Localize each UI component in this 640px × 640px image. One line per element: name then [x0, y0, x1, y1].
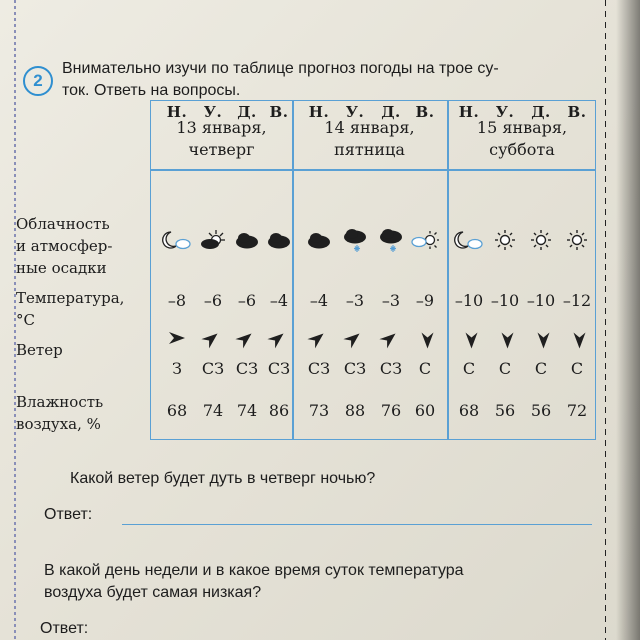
question-2-answer-label: Ответ: — [40, 620, 89, 637]
time-of-day-8: Н. — [458, 103, 480, 121]
temperature-2: –6 — [237, 291, 257, 310]
table-header-divider — [151, 169, 595, 171]
temperature-9: –10 — [490, 291, 520, 310]
wind-direction-3: СЗ — [267, 359, 291, 378]
task-instruction-line2: ток. Ответь на вопросы. — [62, 82, 241, 99]
humidity-1: 74 — [202, 401, 224, 420]
time-of-day-5: У. — [345, 103, 365, 121]
wind-arrow-icon — [559, 329, 595, 351]
day-header-1-weekday: четверг — [188, 140, 255, 159]
cloud-icon — [229, 225, 265, 255]
row-label-cloud-2: и атмосфер- — [16, 237, 113, 255]
time-of-day-11: В. — [567, 103, 587, 121]
wind-direction-5: СЗ — [343, 359, 367, 378]
wind-arrow-icon — [451, 329, 487, 351]
sun-cloud-icon — [195, 225, 231, 255]
wind-arrow-icon — [195, 329, 231, 351]
row-label-humidity-2: воздуха, % — [16, 415, 101, 433]
wind-direction-9: С — [498, 359, 512, 378]
humidity-3: 86 — [268, 401, 290, 420]
time-of-day-7: В. — [415, 103, 435, 121]
wind-arrow-icon — [229, 329, 265, 351]
time-of-day-9: У. — [495, 103, 515, 121]
wind-arrow-icon — [487, 329, 523, 351]
temperature-10: –10 — [526, 291, 556, 310]
wind-arrow-icon — [373, 329, 409, 351]
temperature-11: –12 — [562, 291, 592, 310]
question-1-answer-line[interactable] — [122, 524, 592, 525]
temperature-5: –3 — [345, 291, 365, 310]
question-1-answer-label: Ответ: — [44, 506, 93, 523]
task-instruction-line1: Внимательно изучи по таблице прогноз погоды на трое су- — [62, 60, 499, 77]
wind-direction-4: СЗ — [307, 359, 331, 378]
wind-arrow-icon — [261, 329, 297, 351]
cloud-icon — [261, 225, 297, 255]
temperature-8: –10 — [454, 291, 484, 310]
wind-arrow-icon — [159, 329, 195, 351]
wind-direction-1: СЗ — [201, 359, 225, 378]
snow-cloud-icon — [373, 225, 409, 255]
wind-direction-10: С — [534, 359, 548, 378]
temperature-3: –4 — [269, 291, 289, 310]
humidity-6: 76 — [380, 401, 402, 420]
humidity-11: 72 — [566, 401, 588, 420]
question-2-text-line1: В какой день недели и в какое время суток температура — [44, 562, 464, 579]
row-label-temp-2: °С — [16, 311, 35, 329]
humidity-10: 56 — [530, 401, 552, 420]
cloud-icon — [301, 225, 337, 255]
wind-direction-2: СЗ — [235, 359, 259, 378]
temperature-1: –6 — [203, 291, 223, 310]
question-2-text-line2: воздуха будет самая низкая? — [44, 584, 262, 601]
day-header-3-weekday: суббота — [489, 140, 555, 159]
wind-arrow-icon — [523, 329, 559, 351]
sun-icon — [487, 225, 523, 255]
sun-icon — [523, 225, 559, 255]
day-header-2-weekday: пятница — [334, 140, 405, 159]
wind-direction-6: СЗ — [379, 359, 403, 378]
temperature-7: –9 — [415, 291, 435, 310]
time-of-day-1: У. — [203, 103, 223, 121]
time-of-day-6: Д. — [381, 103, 401, 121]
temperature-6: –3 — [381, 291, 401, 310]
wind-arrow-icon — [301, 329, 337, 351]
humidity-7: 60 — [414, 401, 436, 420]
humidity-9: 56 — [494, 401, 516, 420]
weather-table — [150, 100, 596, 440]
time-of-day-10: Д. — [531, 103, 551, 121]
sun-icon — [559, 225, 595, 255]
temperature-0: –8 — [167, 291, 187, 310]
temperature-4: –4 — [309, 291, 329, 310]
humidity-0: 68 — [166, 401, 188, 420]
moon-cloud-icon — [451, 225, 487, 255]
humidity-2: 74 — [236, 401, 258, 420]
wind-direction-0: З — [172, 359, 182, 378]
moon-cloud-icon — [159, 225, 195, 255]
time-of-day-0: Н. — [166, 103, 188, 121]
cut-line — [605, 0, 606, 640]
wind-arrow-icon — [407, 329, 443, 351]
page-shadow — [616, 0, 640, 640]
day-header-2-date: 14 января, — [324, 118, 415, 137]
wind-direction-7: С — [418, 359, 432, 378]
snow-cloud-icon — [337, 225, 373, 255]
wind-arrow-icon — [337, 329, 373, 351]
humidity-4: 73 — [308, 401, 330, 420]
wind-direction-8: С — [462, 359, 476, 378]
row-label-cloud-1: Облачность — [16, 215, 110, 233]
row-label-cloud-3: ные осадки — [16, 259, 107, 277]
humidity-8: 68 — [458, 401, 480, 420]
row-label-wind: Ветер — [16, 341, 63, 359]
row-label-temp-1: Температура, — [16, 289, 125, 307]
humidity-5: 88 — [344, 401, 366, 420]
day-header-3-date: 15 января, — [476, 118, 568, 137]
task-number-badge: 2 — [23, 66, 53, 96]
time-of-day-2: Д. — [237, 103, 257, 121]
time-of-day-3: В. — [269, 103, 289, 121]
time-of-day-4: Н. — [308, 103, 330, 121]
row-label-humidity-1: Влажность — [16, 393, 104, 411]
sun-cloud-light-icon — [407, 225, 443, 255]
wind-direction-11: С — [570, 359, 584, 378]
day-header-1-date: 13 января, — [176, 118, 267, 137]
question-1-text: Какой ветер будет дуть в четверг ночью? — [70, 470, 376, 487]
